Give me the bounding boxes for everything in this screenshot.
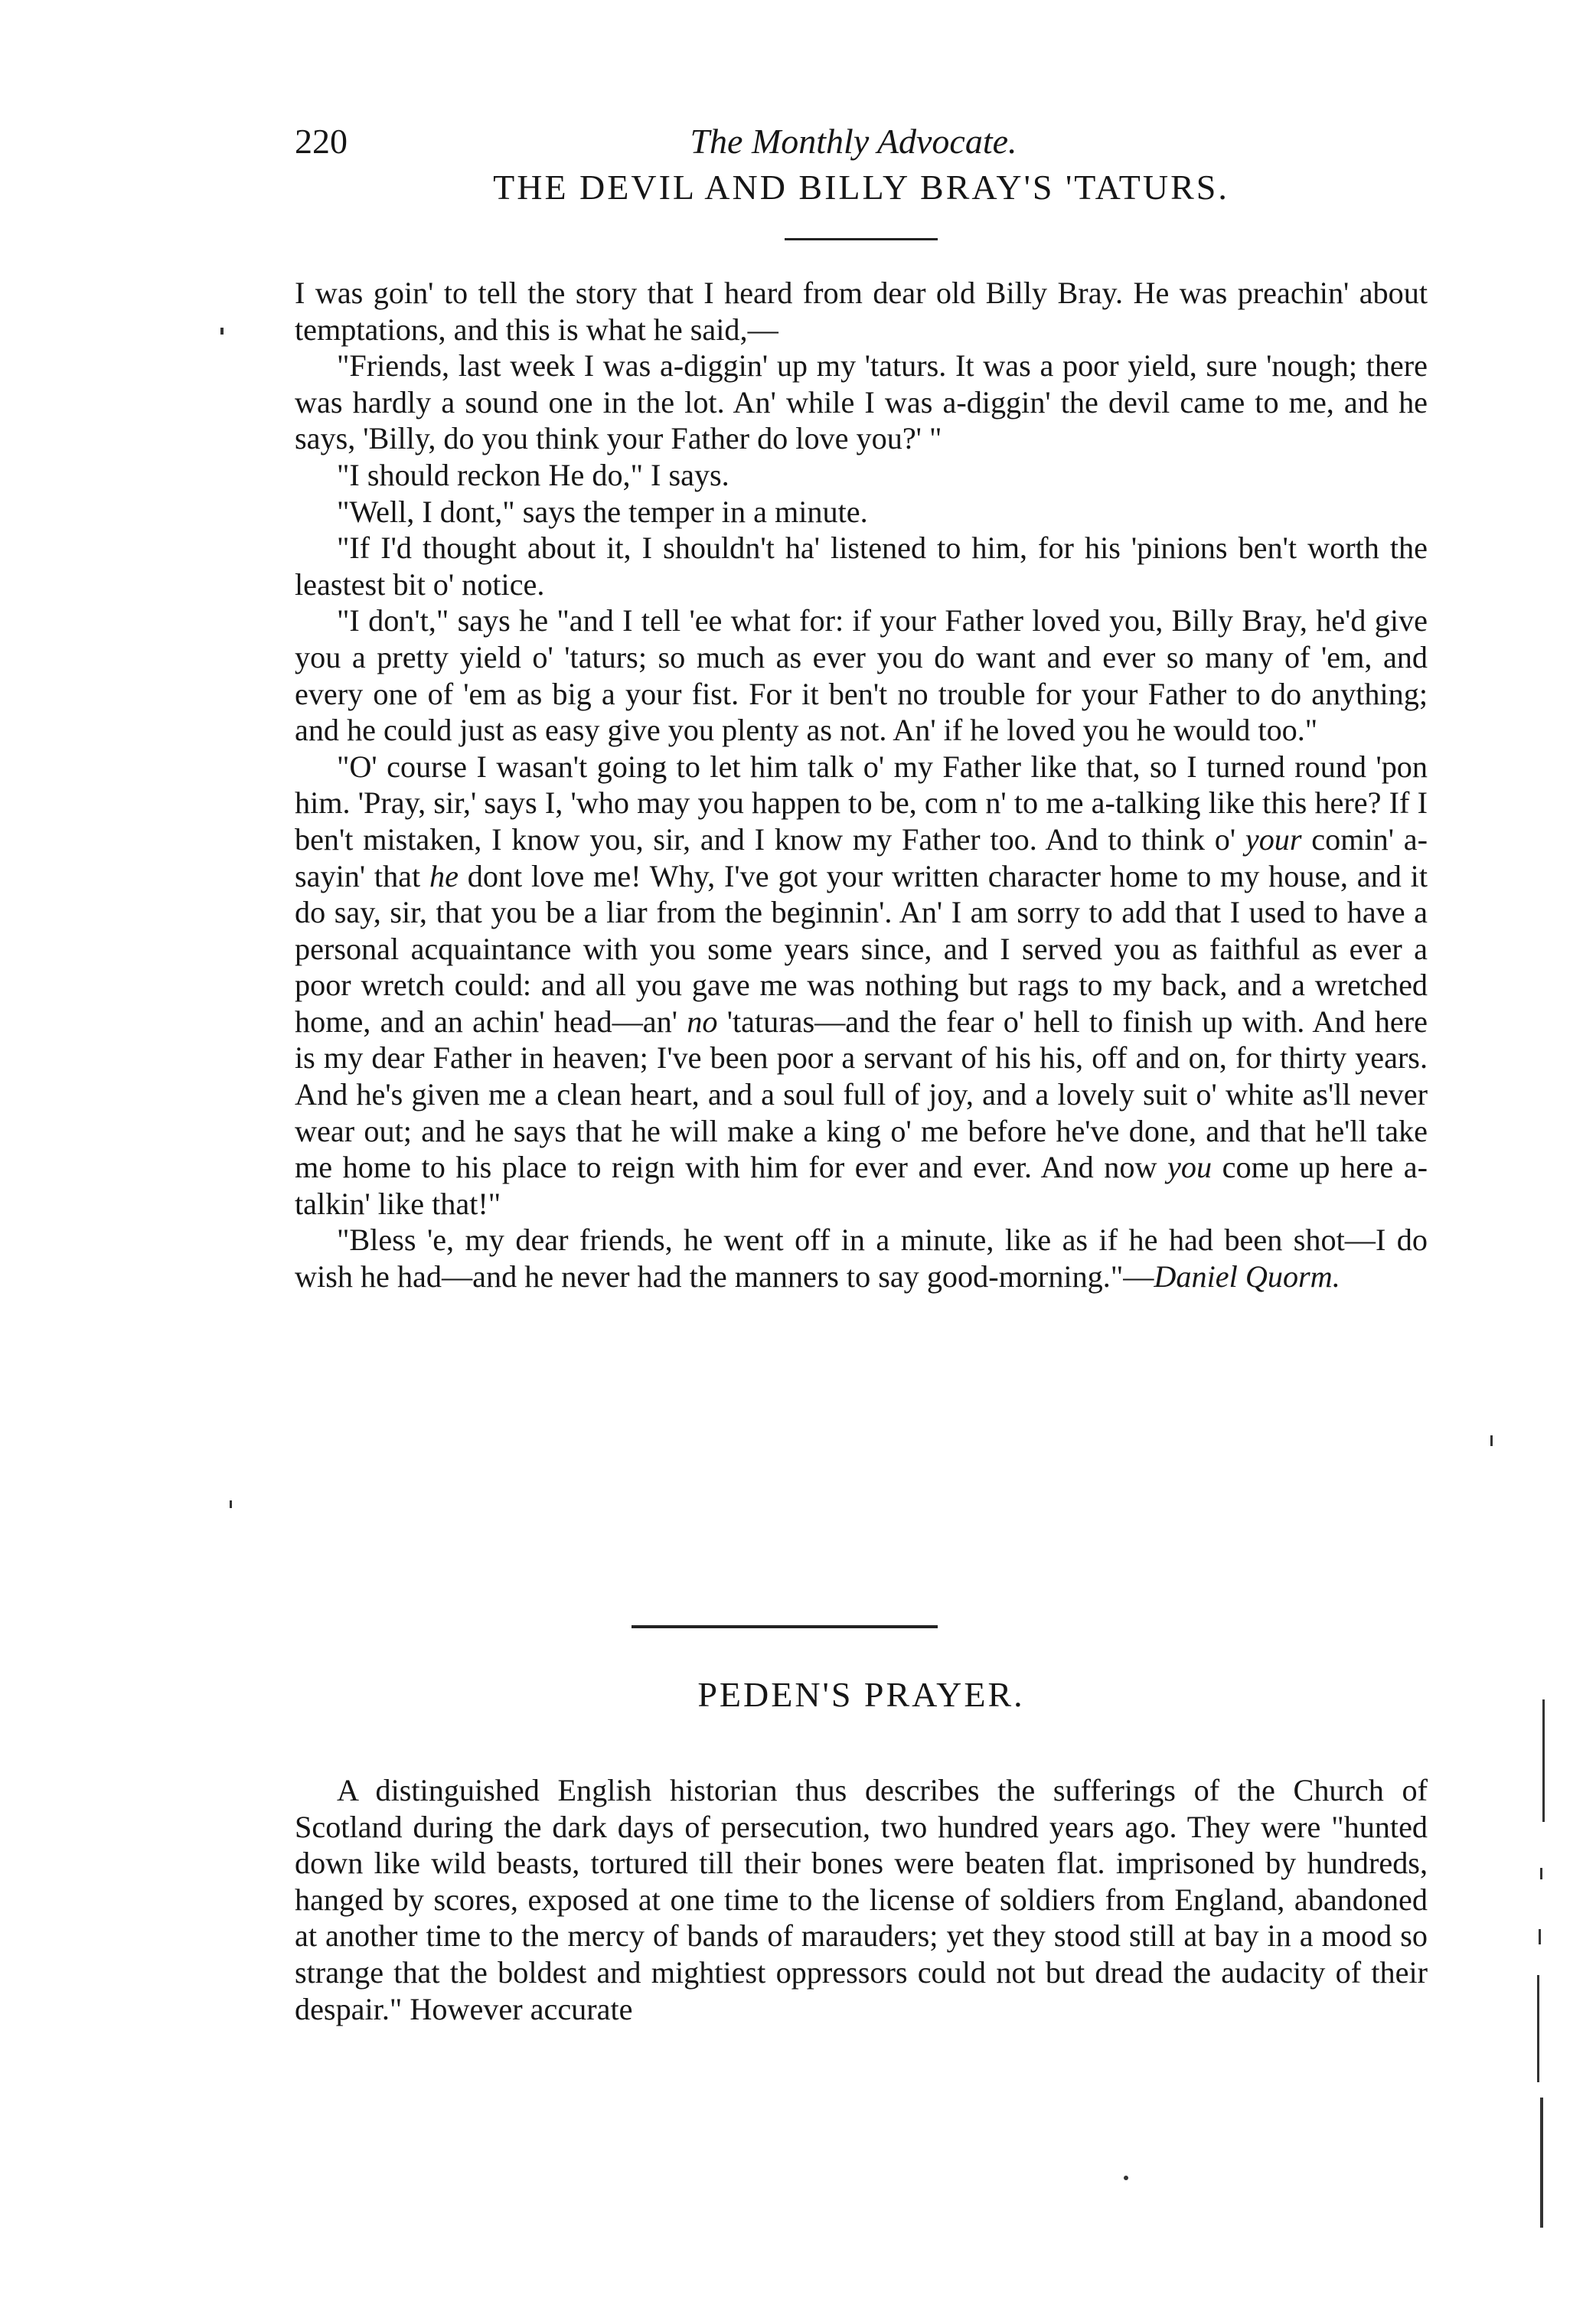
margin-mark [1539, 1929, 1541, 1944]
paragraph: I was goin' to tell the story that I heard from dear old Billy Bray. He was preachin' about temptations, and this is what he said,— [295, 276, 1428, 347]
paragraph: "Well, I dont," says the temper in a minute. [337, 494, 868, 529]
title-rule [785, 238, 938, 240]
paragraph [295, 749, 1428, 1223]
margin-mark [220, 328, 224, 335]
source-attribution: Daniel Quorm. [1154, 1259, 1340, 1294]
article-title: PEDEN'S PRAYER. [697, 1675, 1025, 1714]
page-number: 220 [295, 122, 348, 161]
journal-title: The Monthly Advocate. [690, 122, 1017, 161]
paragraph: "I don't," says he "and I tell 'ee what for: if your Father loved you, Billy Bray, he'd give you a pretty yield o' 'taturs; so much as ever you do want and ever so many of 'em, and every one of 'em as big a your fist. For it ben't no trouble for your Father to do anything; and he could just as easy give you plenty as not. An' if he loved you he would too." [295, 603, 1428, 748]
article-pedens-prayer [295, 1674, 1428, 2027]
text-run: "Bless 'e, my dear friends, he went off in a minute, like as if he had been shot—I do wish he had—and he never had the manners to say good-morning."— [295, 1223, 1428, 1294]
article-body [295, 275, 1428, 1295]
article-body [295, 1772, 1428, 2027]
text-run: 'taturas—and the fear o' hell to finish up with. And here is my dear Father in heaven; I've been poor a servant of his his, off and on, for thirty years. And he's given me a clean heart, and a soul full of joy, and a lovely suit o' white as'll never wear out; and he says that he will make a king o' me before he've done, and that he'll take me home to his place to reign with him for ever and ever. And now [295, 1004, 1428, 1185]
margin-mark [1490, 1435, 1493, 1446]
paragraph: "I should reckon He do," I says. [337, 457, 729, 492]
italic-run: no [687, 1004, 718, 1039]
margin-mark [1540, 2098, 1543, 2228]
margin-mark [1540, 1868, 1542, 1879]
italic-run: you [1167, 1150, 1213, 1185]
margin-mark [1537, 1975, 1539, 2082]
text-run: dont love me! Why, I've got your written character home to my house, and it do say, sir, that you be a liar from the beginnin'. An' I am sorry to add that I used to have a personal acquaintance with you some years since, and I served you as faithful as ever a poor wretch could: and all you gave me was nothing but rags to my back, and a wretched home, and an achin' head—an' [295, 858, 1428, 1039]
article-billy-bray [295, 167, 1428, 1295]
margin-mark [1542, 1699, 1545, 1822]
margin-mark [1124, 2176, 1128, 2180]
paragraph: A distinguished English historian thus describes the sufferings of the Church of Scotland during the dark days of persecution, two hundred years ago. They were "hunted down like wild beasts, tortured till their bones were beaten flat. imprisoned by hundreds, hanged by scores, exposed at one time to the license of soldiers from England, abandoned at another time to the mercy of bands of marauders; yet they stood still at bay in a mood so strange that the boldest and mightiest oppressors could not but dread the audacity of their despair." However accurate [295, 1773, 1428, 2026]
running-head [295, 121, 1428, 167]
text-run: comin' a-sayin' that [295, 821, 1428, 893]
paragraph: "If I'd thought about it, I shouldn't ha' listened to him, for his 'pinions ben't worth the leastest bit o' notice. [295, 531, 1428, 602]
italic-run: he [429, 858, 459, 893]
margin-mark [230, 1500, 232, 1508]
text-run: "O' course I wasan't going to let him talk o' my Father like that, so I turned round 'pon him. 'Pray, sir,' says I, 'who may you happen to be, com n' to me a-talking like this here? If I ben't mistaken, I know you, sir, and I know my Father too. And to think o' [295, 749, 1428, 857]
italic-run: your [1245, 821, 1302, 857]
text-run: come up here a-talkin' like that!" [295, 1150, 1428, 1221]
article-separator [632, 1625, 938, 1628]
article-title: THE DEVIL AND BILLY BRAY'S 'TATURS. [493, 168, 1229, 207]
paragraph [295, 1222, 1428, 1294]
paragraph: "Friends, last week I was a-diggin' up my 'taturs. It was a poor yield, sure 'nough; there was hardly a sound one in the lot. An' while I was a-diggin' the devil came to me, and he says, 'Billy, do you think your Father do love you?' " [295, 348, 1428, 456]
